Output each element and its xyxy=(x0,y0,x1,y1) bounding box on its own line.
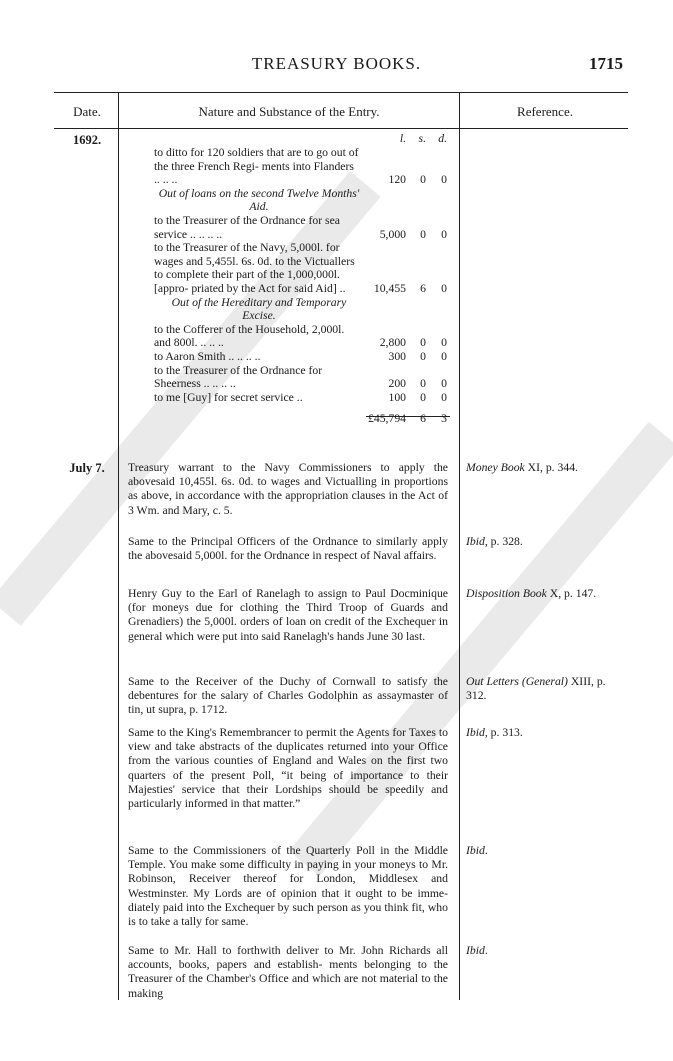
entry-text: Same to the Commissioners of the Quarterly Poll in the Middle Temple. You make some difficulty in paying in your moneys to Mr. Robinson, Receiver thereof for London, Middlesex and Westminster. My Lords are of opinion that it ought to be imme- diately paid into the Exchequer by such person as you think fit, who is to take a tally for same. xyxy=(128,844,448,929)
line-item-pence: 0 xyxy=(441,390,447,404)
reference-book: Ibid xyxy=(466,944,485,957)
reference-page: . xyxy=(484,844,488,857)
line-item-text: to Aaron Smith .. .. .. .. xyxy=(154,349,261,363)
nature-column-header: Nature and Substance of the Entry. xyxy=(198,104,380,119)
line-item-shillings: 0 xyxy=(420,390,426,404)
line-item-text: to the Treasurer of the Navy, 5,000l. for wages and 5,455l. 6s. 0d. to the Victuallers to complete their part of the 1,000,000l. [appro- priated by the Act for said Aid] .. xyxy=(154,241,355,295)
account-line-item xyxy=(154,323,450,350)
table-header-rule xyxy=(54,128,628,129)
line-item-pence: 0 xyxy=(441,173,447,187)
line-item-pence: 0 xyxy=(441,281,447,295)
total-pounds: £45,794 xyxy=(368,412,406,426)
account-section-heading xyxy=(154,296,450,323)
line-item-pounds: 300 xyxy=(388,349,406,363)
account-line-item xyxy=(154,214,450,241)
line-item-shillings: 0 xyxy=(420,336,426,350)
account-line-item xyxy=(154,364,450,391)
page-number: 1715 xyxy=(589,54,623,73)
reference-book: Disposition Book xyxy=(466,587,547,600)
entry-text: Same to the Receiver of the Duchy of Cornwall to satisfy the debentures for the salary of Charles Godolphin as assaymaster of tin, ut supra, p. 1712. xyxy=(128,675,448,717)
line-item-text: to me [Guy] for secret service .. xyxy=(154,390,303,404)
reference-book: Out Letters (General) xyxy=(466,675,568,688)
line-item-shillings: 0 xyxy=(420,377,426,391)
reference-page: , p. 328. xyxy=(484,535,523,548)
date-column-header: Date. xyxy=(73,104,101,119)
entry-reference xyxy=(466,944,626,958)
line-item-text: to ditto for 120 soldiers that are to go out of the three French Regi- ments into Flanders .. .. .. xyxy=(154,146,359,187)
reference-page: , p. 313. xyxy=(484,726,523,739)
entry-reference xyxy=(466,844,626,858)
line-item-pence: 0 xyxy=(441,227,447,241)
entry-text: Treasury warrant to the Navy Commissioners to apply the abovesaid 10,455l. 6s. 0d. to wages and Victualling in proportions as above, in accordance with the appropriation clauses in the Act of 3 Wm. and Mary, c. 5. xyxy=(128,461,448,517)
line-item-pounds: 2,800 xyxy=(379,336,406,350)
line-item-pounds: 120 xyxy=(388,173,406,187)
reference-page: XI, p. 344. xyxy=(524,461,578,474)
account-total-row xyxy=(154,412,450,426)
line-item-text: to the Cofferer of the Household, 2,000l. and 800l. .. .. .. xyxy=(154,322,345,350)
reference-page: . xyxy=(484,944,488,957)
reference-book: Ibid xyxy=(466,726,485,739)
account-line-item xyxy=(154,350,450,364)
account-rows xyxy=(154,146,450,404)
account-line-item xyxy=(154,146,450,187)
line-item-pounds: 100 xyxy=(388,390,406,404)
date-column-divider xyxy=(118,92,119,1000)
reference-book: Ibid xyxy=(466,844,485,857)
entry-reference xyxy=(466,587,626,601)
line-item-text: to the Treasurer of the Ordnance for sea service .. .. .. .. xyxy=(154,213,340,241)
section-heading-text: Out of the Hereditary and Temporary Excise. xyxy=(171,295,347,323)
line-item-text: to the Treasurer of the Ordnance for Sheerness .. .. .. .. xyxy=(154,363,323,391)
total-rule xyxy=(366,416,450,417)
line-item-shillings: 0 xyxy=(420,227,426,241)
entry-text: Same to the King's Remembrancer to permit the Agents for Taxes to view and take abstracts of the duplicates returned into your Office from the various counties of England and Wales on the first two quarters of the present Poll, “it being of importance to their Majesties' service that their Lordships should be speedily and particularly informed in that matter.” xyxy=(128,726,448,811)
line-item-pounds: 200 xyxy=(388,377,406,391)
line-item-shillings: 6 xyxy=(420,281,426,295)
account-date: 1692. xyxy=(72,133,102,147)
reference-column-divider xyxy=(459,92,460,1000)
reference-page: X, p. 147. xyxy=(546,587,597,600)
line-item-pence: 0 xyxy=(441,377,447,391)
entry-text: Same to the Principal Officers of the Ordnance to similarly apply the abovesaid 5,000l. for the Ordnance in respect of Naval affairs. xyxy=(128,535,448,563)
shillings-unit: s. xyxy=(418,132,426,146)
entry-date: July 7. xyxy=(69,461,105,475)
reference-page: XIII, p. 312. xyxy=(466,675,606,703)
reference-column-header: Reference. xyxy=(517,104,573,119)
account-units-row xyxy=(154,132,450,146)
account-line-item xyxy=(154,241,450,295)
entry-text: Same to Mr. Hall to forthwith deliver to Mr. John Richards all accounts, books, papers and establish- ments belonging to the Treasurer of the Chamber's Office and which are not material to the making xyxy=(128,944,448,1000)
entry-reference xyxy=(466,461,626,475)
entry-reference xyxy=(466,675,626,703)
line-item-shillings: 0 xyxy=(420,173,426,187)
table-top-rule xyxy=(54,92,628,93)
total-shillings: 6 xyxy=(420,412,426,426)
line-item-pence: 0 xyxy=(441,349,447,363)
total-pence: 3 xyxy=(441,412,447,426)
entry-reference xyxy=(466,535,626,549)
account-section-heading xyxy=(154,187,450,214)
running-header-title: TREASURY BOOKS. xyxy=(251,54,422,73)
account-block xyxy=(154,132,450,426)
reference-book: Ibid xyxy=(466,535,485,548)
line-item-pounds: 10,455 xyxy=(373,281,406,295)
entry-text: Henry Guy to the Earl of Ranelagh to assign to Paul Docminique (for moneys due for clothing the Third Troop of Guards and Grenadiers) the 5,000l. orders of loan on credit of the Exchequer in general which were put into said Ranelagh's hands June 30 last. xyxy=(128,587,448,643)
line-item-shillings: 0 xyxy=(420,349,426,363)
reference-book: Money Book xyxy=(466,461,525,474)
pounds-unit: l. xyxy=(399,132,406,146)
pence-unit: d. xyxy=(438,132,447,146)
line-item-pence: 0 xyxy=(441,336,447,350)
line-item-pounds: 5,000 xyxy=(379,227,406,241)
account-line-item xyxy=(154,391,450,405)
entry-reference xyxy=(466,726,626,740)
section-heading-text: Out of loans on the second Twelve Months' Aid. xyxy=(158,186,360,214)
